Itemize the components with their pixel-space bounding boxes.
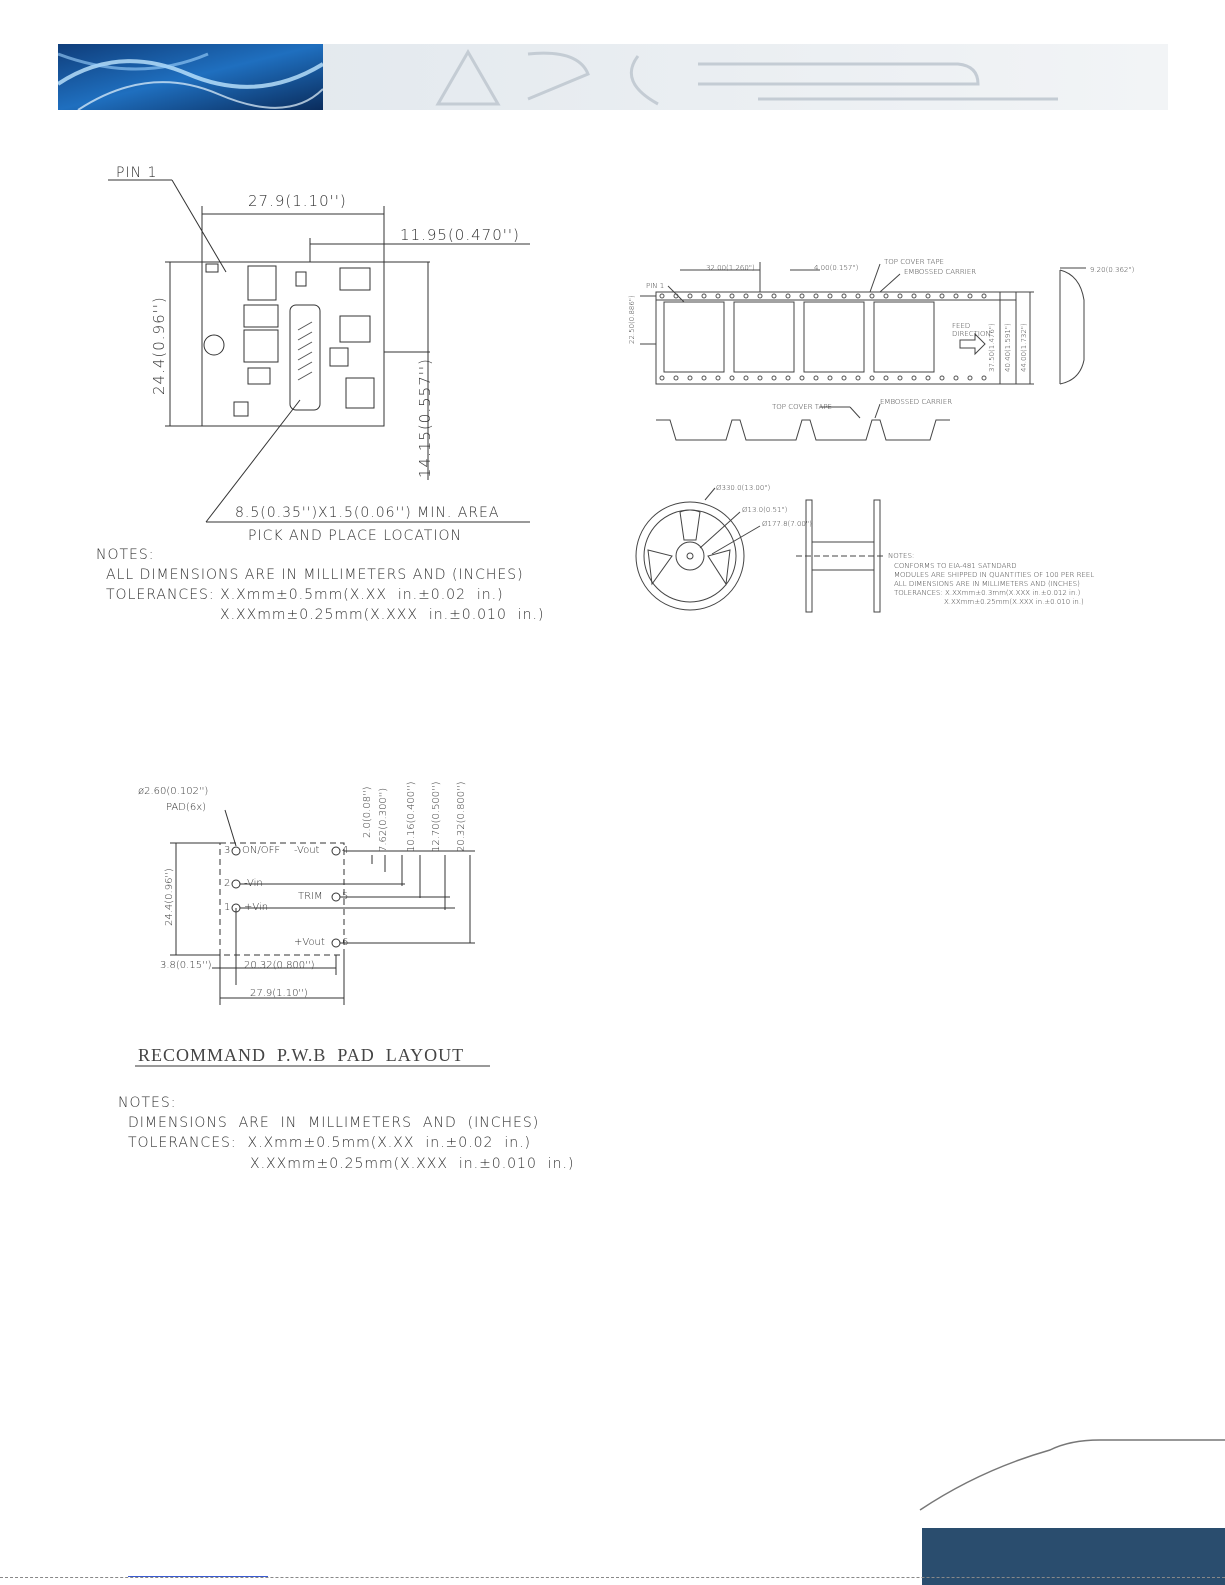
tape-notes-title: NOTES: bbox=[888, 552, 915, 560]
dim-height: 24.4(0.96'') bbox=[150, 296, 168, 395]
tape-pin1-label: PIN 1 bbox=[646, 282, 665, 290]
tape-top-cover: TOP COVER TAPE bbox=[884, 258, 944, 266]
pin1-name: +Vin bbox=[244, 902, 269, 913]
tape-notes-line5: X.XXmm±0.25mm(X.XXX in.±0.010 in.) bbox=[944, 598, 1084, 606]
dim-offset: 11.95(0.470'') bbox=[400, 226, 520, 244]
pad-pin-span: 20.32(0.800'') bbox=[244, 960, 315, 971]
pin6-name: +Vout bbox=[294, 937, 325, 948]
mech-notes-line1: ALL DIMENSIONS ARE IN MILLIMETERS AND (INCHES) bbox=[106, 567, 524, 583]
tape-notes-line3: ALL DIMENSIONS ARE IN MILLIMETERS AND (INCHES) bbox=[894, 580, 1080, 588]
pad-dim-v3: 10.16(0.400'') bbox=[406, 781, 417, 852]
tape-side-cover: TOP COVER TAPE bbox=[772, 403, 832, 411]
tape-pitch: 32.00(1.260") bbox=[706, 264, 755, 272]
tape-left-dim: 22.50(0.886") bbox=[628, 295, 636, 344]
dim-width: 27.9(1.10'') bbox=[248, 192, 347, 210]
reel-core: Ø177.8(7.00") bbox=[762, 520, 812, 528]
pad-diameter: ø2.60(0.102'') bbox=[138, 786, 209, 797]
pad-height: 24.4(0.96'') bbox=[164, 868, 175, 926]
tape-dim-b: 40.40(1.591") bbox=[1004, 323, 1012, 372]
pad-notes-title: NOTES: bbox=[118, 1095, 177, 1111]
mech-notes-title: NOTES: bbox=[96, 547, 155, 563]
pin2-number: 2 bbox=[224, 878, 231, 889]
pad-outline bbox=[220, 843, 344, 955]
pad-notes-line1: DIMENSIONS ARE IN MILLIMETERS AND (INCHES) bbox=[128, 1115, 540, 1131]
mech-notes-line2: TOLERANCES: X.Xmm±0.5mm(X.XX in.±0.02 in.) bbox=[106, 587, 504, 603]
pin1-number: 1 bbox=[224, 902, 231, 913]
footer-rule bbox=[0, 1577, 1225, 1579]
pad-width: 27.9(1.10'') bbox=[250, 988, 308, 999]
pin3-name: ON/OFF bbox=[242, 845, 281, 856]
dim-right: 14.15(0.557'') bbox=[416, 358, 434, 478]
pin2-name: -Vin bbox=[244, 878, 263, 889]
pad-dim-v5: 20.32(0.800'') bbox=[456, 781, 467, 852]
pad-dim-v2: 7.62(0.300'') bbox=[378, 787, 389, 852]
area-label: 8.5(0.35'')X1.5(0.06'') MIN. AREA bbox=[235, 505, 500, 521]
pin3-number: 3 bbox=[224, 845, 231, 856]
tape-notes-line1: CONFORMS TO EIA-481 SATNDARD bbox=[894, 562, 1017, 570]
pin5-number: 5 bbox=[342, 891, 349, 902]
mech-notes-line3: X.XXmm±0.25mm(X.XXX in.±0.010 in.) bbox=[220, 607, 545, 623]
tape-notes-line2: MODULES ARE SHIPPED IN QUANTITIES OF 100 PER REEL bbox=[894, 571, 1095, 579]
tape-embossed: EMBOSSED CARRIER bbox=[904, 268, 977, 276]
pad-dim-v1: 2.0(0.08'') bbox=[362, 786, 373, 838]
pad-dim-v4: 12.70(0.500'') bbox=[431, 781, 442, 852]
pad-notes-line2: TOLERANCES: X.Xmm±0.5mm(X.XX in.±0.02 in.) bbox=[128, 1135, 532, 1151]
footer-link[interactable] bbox=[128, 1576, 268, 1577]
tape-side-embossed: EMBOSSED CARRIER bbox=[880, 398, 953, 406]
pin4-number: 4 bbox=[342, 845, 349, 856]
tape-dim-c: 44.00(1.732") bbox=[1020, 323, 1028, 372]
pin4-name: -Vout bbox=[294, 845, 320, 856]
reel-hub: Ø13.0(0.51") bbox=[742, 506, 788, 514]
tape-hole-pitch: 4.00(0.157") bbox=[814, 264, 859, 272]
module-outline bbox=[202, 262, 384, 426]
pin5-name: TRIM bbox=[298, 891, 323, 902]
pick-label: PICK AND PLACE LOCATION bbox=[248, 528, 462, 544]
pad-notes-line3: X.XXmm±0.25mm(X.XXX in.±0.010 in.) bbox=[250, 1156, 575, 1172]
pad-count: PAD(6x) bbox=[166, 802, 207, 813]
pad-layout-title: RECOMMAND P.W.B PAD LAYOUT bbox=[138, 1045, 465, 1065]
pin6-number: 6 bbox=[342, 937, 349, 948]
pin1-label: PIN 1 bbox=[116, 165, 158, 181]
tape-depth: 9.20(0.362") bbox=[1090, 266, 1135, 274]
reel-outer: Ø330.0(13.00") bbox=[716, 484, 771, 492]
pad-edge: 3.8(0.15'') bbox=[160, 960, 212, 971]
tape-dim-a: 37.50(1.476") bbox=[988, 323, 996, 372]
tape-notes-line4: TOLERANCES: X.XXmm±0.3mm(X.XXX in.±0.012 in.) bbox=[894, 589, 1081, 597]
tape-feed-direction: FEED DIRECTION bbox=[952, 322, 991, 338]
